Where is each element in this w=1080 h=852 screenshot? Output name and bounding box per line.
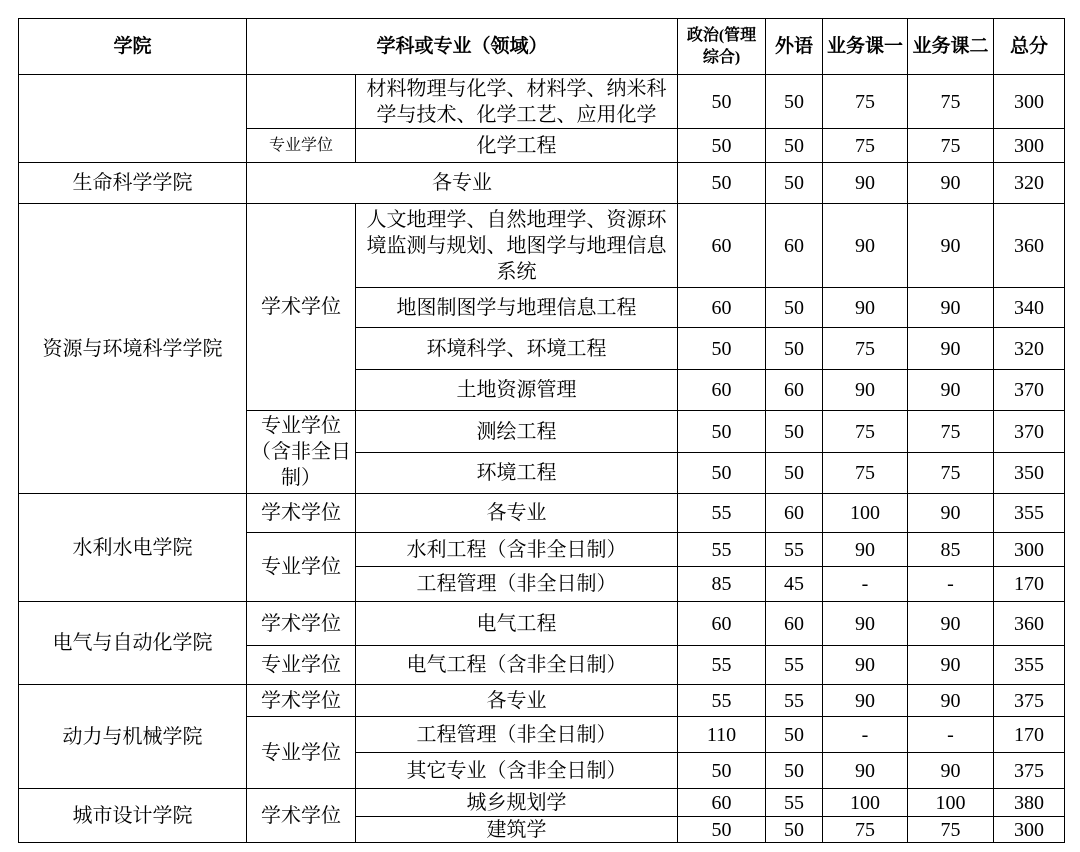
course1-score: 75: [823, 75, 908, 129]
course1-score: 90: [823, 646, 908, 685]
degree-cell: 专业学位: [247, 717, 356, 789]
degree-cell: 专业学位: [247, 533, 356, 602]
header-language: 外语: [766, 19, 823, 75]
major-cell: 水利工程（含非全日制）: [356, 533, 678, 567]
course1-score: -: [823, 567, 908, 602]
course1-score: 90: [823, 370, 908, 411]
language-score: 50: [766, 753, 823, 789]
politics-score: 55: [678, 533, 766, 567]
degree-cell: 专业学位: [247, 646, 356, 685]
language-score: 55: [766, 789, 823, 817]
course2-score: 75: [908, 129, 994, 163]
total-score: 340: [994, 288, 1065, 328]
table-row: [19, 602, 1065, 646]
course2-score: 75: [908, 453, 994, 494]
degree-cell: 专业学位（含非全日制）: [247, 411, 356, 494]
total-score: 170: [994, 717, 1065, 753]
course1-score: 90: [823, 685, 908, 717]
politics-score: 60: [678, 370, 766, 411]
politics-score: 55: [678, 494, 766, 533]
total-score: 170: [994, 567, 1065, 602]
politics-score: 55: [678, 646, 766, 685]
course2-score: 90: [908, 328, 994, 370]
table-row: [19, 163, 1065, 204]
table-row: [19, 494, 1065, 533]
total-score: 370: [994, 411, 1065, 453]
total-score: 300: [994, 75, 1065, 129]
college-cell: 资源与环境科学学院: [19, 204, 247, 494]
degree-cell: 专业学位: [247, 129, 356, 163]
course1-score: 90: [823, 602, 908, 646]
total-score: 380: [994, 789, 1065, 817]
score-table: [18, 18, 1065, 843]
language-score: 60: [766, 602, 823, 646]
politics-score: 60: [678, 288, 766, 328]
course1-score: 75: [823, 328, 908, 370]
table-row: [19, 789, 1065, 817]
course2-score: -: [908, 717, 994, 753]
course1-score: 90: [823, 753, 908, 789]
politics-score: 50: [678, 411, 766, 453]
course1-score: 90: [823, 204, 908, 288]
total-score: 360: [994, 204, 1065, 288]
politics-score: 50: [678, 753, 766, 789]
college-cell: 电气与自动化学院: [19, 602, 247, 685]
major-cell: 材料物理与化学、材料学、纳米科学与技术、化学工艺、应用化学: [356, 75, 678, 129]
language-score: 50: [766, 163, 823, 204]
politics-score: 50: [678, 75, 766, 129]
degree-cell: 学术学位: [247, 789, 356, 843]
major-cell: 环境工程: [356, 453, 678, 494]
major-cell: 其它专业（含非全日制）: [356, 753, 678, 789]
politics-score: 85: [678, 567, 766, 602]
major-cell: 人文地理学、自然地理学、资源环境监测与规划、地图学与地理信息系统: [356, 204, 678, 288]
degree-cell: 学术学位: [247, 602, 356, 646]
major-cell: 工程管理（非全日制）: [356, 717, 678, 753]
degree-cell: 学术学位: [247, 494, 356, 533]
header-major: 学科或专业（领域）: [247, 19, 678, 75]
course1-score: 90: [823, 288, 908, 328]
politics-score: 55: [678, 685, 766, 717]
major-cell: 地图制图学与地理信息工程: [356, 288, 678, 328]
politics-score: 50: [678, 129, 766, 163]
table-row: [19, 75, 1065, 129]
header-course1: 业务课一: [823, 19, 908, 75]
course2-score: 75: [908, 75, 994, 129]
course2-score: 90: [908, 646, 994, 685]
politics-score: 60: [678, 204, 766, 288]
major-cell: 各专业: [356, 685, 678, 717]
course1-score: 100: [823, 789, 908, 817]
college-cell: 生命科学学院: [19, 163, 247, 204]
language-score: 50: [766, 411, 823, 453]
major-cell: 各专业: [356, 494, 678, 533]
language-score: 50: [766, 129, 823, 163]
degree-cell: 学术学位: [247, 685, 356, 717]
header-total: 总分: [994, 19, 1065, 75]
politics-score: 50: [678, 817, 766, 843]
politics-score: 60: [678, 789, 766, 817]
table-row: [19, 204, 1065, 288]
language-score: 50: [766, 328, 823, 370]
language-score: 50: [766, 817, 823, 843]
major-cell: 测绘工程: [356, 411, 678, 453]
total-score: 300: [994, 533, 1065, 567]
language-score: 60: [766, 370, 823, 411]
major-cell: 城乡规划学: [356, 789, 678, 817]
total-score: 375: [994, 685, 1065, 717]
course2-score: 90: [908, 204, 994, 288]
course1-score: 75: [823, 453, 908, 494]
major-cell: 电气工程: [356, 602, 678, 646]
total-score: 355: [994, 646, 1065, 685]
total-score: 320: [994, 163, 1065, 204]
language-score: 50: [766, 453, 823, 494]
course2-score: 75: [908, 411, 994, 453]
politics-score: 60: [678, 602, 766, 646]
total-score: 370: [994, 370, 1065, 411]
language-score: 60: [766, 494, 823, 533]
total-score: 300: [994, 817, 1065, 843]
degree-cell: 学术学位: [247, 204, 356, 411]
course1-score: -: [823, 717, 908, 753]
college-cell: 动力与机械学院: [19, 685, 247, 789]
total-score: 350: [994, 453, 1065, 494]
header-politics: 政治(管理综合): [678, 19, 766, 75]
course1-score: 90: [823, 163, 908, 204]
language-score: 45: [766, 567, 823, 602]
language-score: 60: [766, 204, 823, 288]
course2-score: 100: [908, 789, 994, 817]
language-score: 50: [766, 717, 823, 753]
course2-score: 90: [908, 494, 994, 533]
language-score: 55: [766, 533, 823, 567]
course1-score: 75: [823, 817, 908, 843]
total-score: 360: [994, 602, 1065, 646]
course2-score: 90: [908, 163, 994, 204]
header-row: [19, 19, 1065, 75]
politics-score: 50: [678, 453, 766, 494]
politics-score: 50: [678, 163, 766, 204]
total-score: 300: [994, 129, 1065, 163]
college-cell: 水利水电学院: [19, 494, 247, 602]
language-score: 50: [766, 75, 823, 129]
course1-score: 75: [823, 411, 908, 453]
header-college: 学院: [19, 19, 247, 75]
total-score: 355: [994, 494, 1065, 533]
major-cell: 工程管理（非全日制）: [356, 567, 678, 602]
course2-score: -: [908, 567, 994, 602]
course2-score: 90: [908, 370, 994, 411]
course2-score: 90: [908, 288, 994, 328]
major-cell: 电气工程（含非全日制）: [356, 646, 678, 685]
course1-score: 75: [823, 129, 908, 163]
total-score: 320: [994, 328, 1065, 370]
table-row: [19, 685, 1065, 717]
total-score: 375: [994, 753, 1065, 789]
header-course2: 业务课二: [908, 19, 994, 75]
course2-score: 90: [908, 753, 994, 789]
major-cell: 建筑学: [356, 817, 678, 843]
college-cell: [19, 75, 247, 163]
politics-score: 110: [678, 717, 766, 753]
course2-score: 90: [908, 602, 994, 646]
major-cell: 化学工程: [356, 129, 678, 163]
course2-score: 85: [908, 533, 994, 567]
major-cell: 土地资源管理: [356, 370, 678, 411]
politics-score: 50: [678, 328, 766, 370]
major-cell: 环境科学、环境工程: [356, 328, 678, 370]
course1-score: 100: [823, 494, 908, 533]
language-score: 55: [766, 646, 823, 685]
course1-score: 90: [823, 533, 908, 567]
language-score: 55: [766, 685, 823, 717]
course2-score: 90: [908, 685, 994, 717]
major-cell: 各专业: [247, 163, 678, 204]
course2-score: 75: [908, 817, 994, 843]
degree-cell: [247, 75, 356, 129]
college-cell: 城市设计学院: [19, 789, 247, 843]
language-score: 50: [766, 288, 823, 328]
